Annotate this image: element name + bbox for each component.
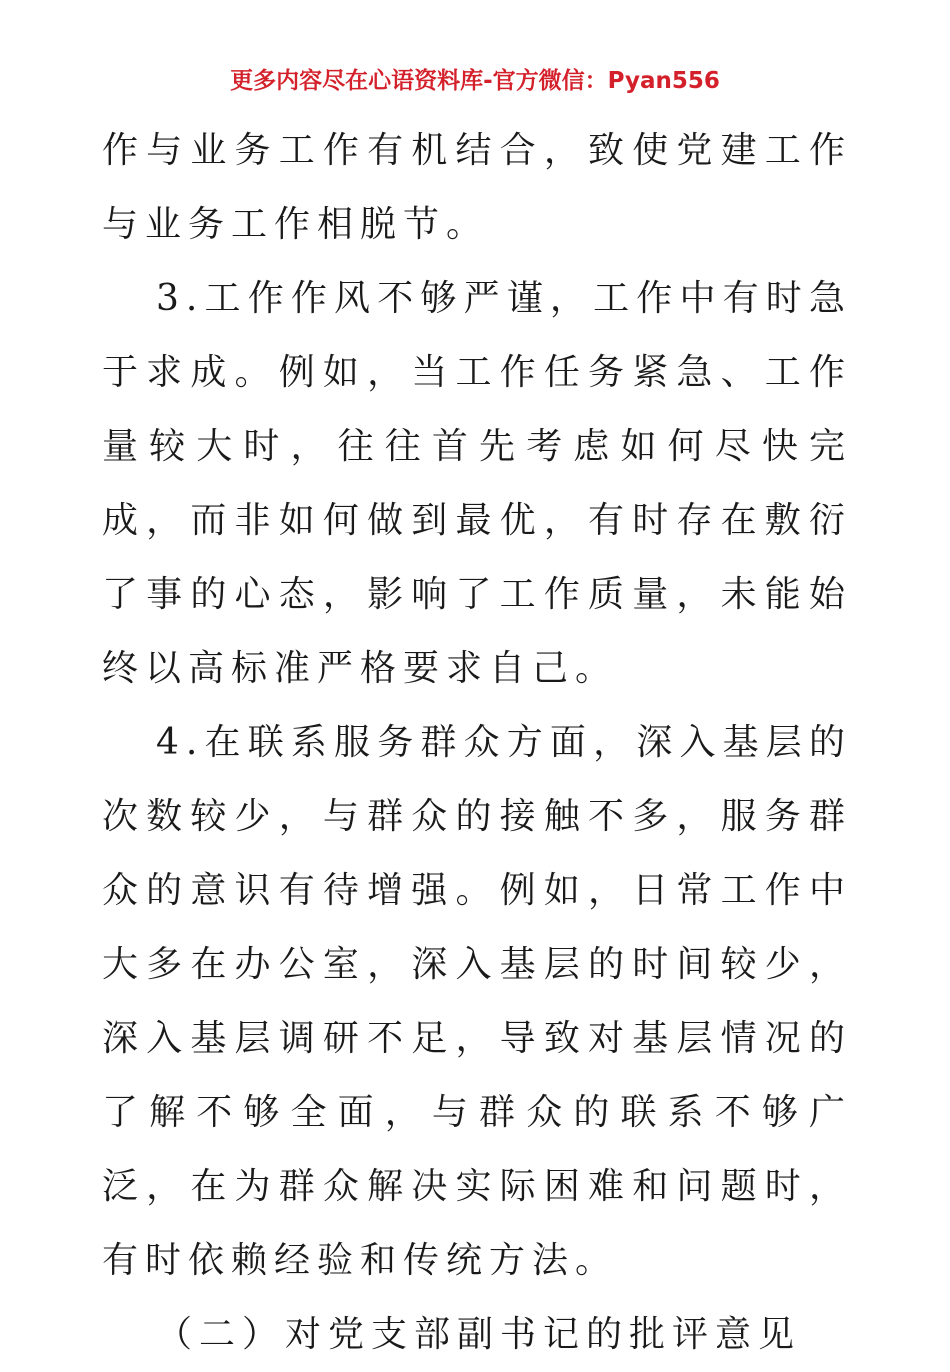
- watermark-header: 更多内容尽在心语资料库-官方微信：Pyan556: [230, 68, 720, 94]
- document-body: [102, 114, 852, 1372]
- paragraph-continuation: 作与业务工作有机结合，致使党建工作与业务工作相脱节。: [102, 130, 852, 245]
- paragraph-item-3: 3.工作作风不够严谨，工作中有时急于求成。例如，当工作任务紧急、工作量较大时，往往首先考虑如何尽快完成，而非如何做到最优，有时存在敷衍了事的心态，影响了工作质量，未能始终以高标准严格要求自己。: [102, 278, 852, 689]
- section-heading: （二）对党支部副书记的批评意见: [156, 1314, 802, 1355]
- paragraph-item-4: 4.在联系服务群众方面，深入基层的次数较少，与群众的接触不多，服务群众的意识有待增强。例如，日常工作中大多在办公室，深入基层的时间较少，深入基层调研不足，导致对基层情况的了解不够全面，与群众的联系不够广泛，在为群众解决实际困难和问题时，有时依赖经验和传统方法。: [102, 722, 852, 1281]
